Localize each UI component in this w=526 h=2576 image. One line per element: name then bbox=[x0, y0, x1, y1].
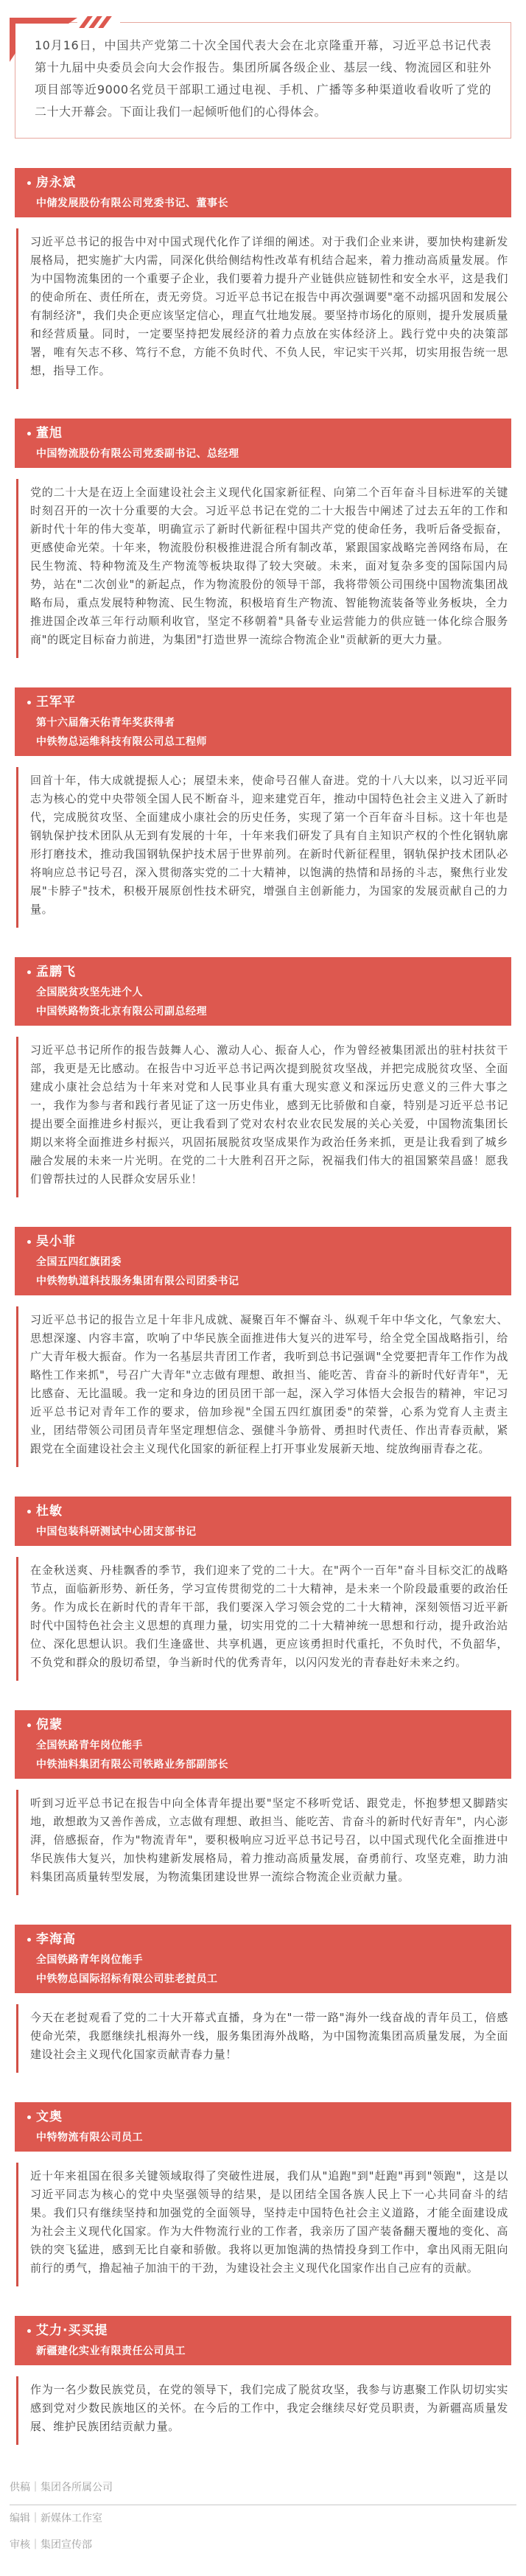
person-title: 新疆建化实业有限责任公司员工 bbox=[36, 2345, 186, 2357]
person-quote: 习近平总书记的报告立足十年非凡成就、凝聚百年不懈奋斗、纵观千年中华文化，气象宏大、思想深邃、内容丰富，吹响了中华民族全面推进伟大复兴的进军号，给全党全国战略指引，给广大青年极大振奋。作为一名基层共青团工作者，我听到总书记强调"全党要把青年工作作为战略性工作来抓"，号召广大青年"立志做有理想、敢担当、能吃苦、肯奋斗的新时代好青年"，无比感奋、无比温暖。我一定和身边的团员团干部一起，深入学习体悟大会报告的精神，牢记习近平总书记对青年工作的要求，倍加珍视"全国五四红旗团委"的荣誉，心系为党育人主责主业，团结带领公司团员青年坚定理想信念、强健斗争筋骨、勇担时代责任、作出青春贡献，紧跟党在全面建设社会主义现代化国家的新征程上打开事业发展新天地、绽放绚丽青春之花。 bbox=[30, 1313, 508, 1455]
person-quote-block bbox=[16, 479, 511, 658]
person-title: 中国包装科研测试中心团支部书记 bbox=[36, 1526, 197, 1538]
person-header bbox=[15, 1497, 511, 1546]
person-quote: 近十年来祖国在很多关键领域取得了突破性进展，我们从"追跑"到"赶跑"再到"领跑"，这是以习近平同志为核心的党中央坚强领导的结果，是以团结全国各族人民上下一心共同奋斗的结果。我们只有继续坚持和加强党的全面领导，坚持走中国特色社会主义道路，才能全面建设成为社会主义现代化国家。作为大件物流行业的工作者，我亲历了国产装备翻天覆地的变化、高铁的突飞猛进，感到无比自豪和骄傲。我将以更加饱满的热情投身到工作中，拿出风雨无阻向前行的勇气，撸起袖子加油干的干劲，为建设社会主义现代化国家作出自己应有的贡献。 bbox=[30, 2169, 508, 2275]
person-title: 全国脱贫攻坚先进个人 bbox=[36, 987, 143, 998]
bullet-dot-icon bbox=[27, 2115, 31, 2119]
person-titles bbox=[36, 1739, 499, 1771]
person-quote-block bbox=[16, 767, 511, 928]
person-header bbox=[15, 1227, 511, 1295]
bullet-dot-icon bbox=[27, 2329, 31, 2333]
person-quote-block bbox=[16, 1790, 511, 1895]
person-quote: 今天在老挝观看了党的二十大开幕式直播，身为在"一带一路"海外一线奋战的青年员工，倍感使命光荣，我愿继续扎根海外一线，服务集团海外战略，为中国物流集团高质量发展，为全面建设社会主义现代化国家贡献青春力量！ bbox=[30, 2011, 508, 2061]
person-quote-block bbox=[16, 2376, 511, 2445]
person-quote: 习近平总书记所作的报告鼓舞人心、激动人心、振奋人心，作为曾经被集团派出的驻村扶贫干部，我更是无比感动。在报告中习近平总书记两次提到脱贫攻坚战，并把完成脱贫攻坚、全面建成小康社会总结为十年来对党和人民事业具有重大现实意义和深远历史意义的三件大事之一，我作为参与者和践行者见证了这一历史伟业，感到无比骄傲和自豪，特别是习近平总书记提出要全面推进乡村振兴，更让我看到了党对农村农业农民发展的关心关爱，中国物流集团长期以来将全面推进乡村振兴，巩固拓展脱贫攻坚成果作为政治任务来抓，更是让我看到了城乡融合发展的未来一片光明。在党的二十大胜利召开之际，祝福我们伟大的祖国繁荣昌盛！愿我们曾帮扶过的人民群众安居乐业！ bbox=[30, 1043, 508, 1186]
person-titles bbox=[36, 1525, 499, 1539]
bullet-dot-icon bbox=[27, 1938, 31, 1942]
footer-credits bbox=[10, 2474, 516, 2558]
person-title: 中国铁路物资北京有限公司副总经理 bbox=[36, 1006, 207, 1018]
person-header bbox=[15, 419, 511, 468]
person-name: 董旭 bbox=[36, 425, 499, 441]
triple-slash-icon bbox=[83, 16, 108, 28]
person-quote: 党的二十大是在迈上全面建设社会主义现代化国家新征程、向第二个百年奋斗目标进军的关键时刻召开的一次十分重要的大会。习近平总书记在党的二十大报告中阐述了过去五年的工作和新时代十年的伟大变革，明确宣示了新时代新征程中国共产党的使命任务，我听后备受振奋，更感使命光荣。十年来，物流股份积极推进混合所有制改革，紧跟国家战略完善网络布局，在民生物流、特种物流及生产物流等板块取得了较大突破。未来，面对复杂多变的国际国内局势，站在"二次创业"的新起点，作为物流股份的领导干部，我将带领公司围绕中国物流集团战略布局，重点发展特种物流、民生物流，积极培育生产物流、智能物流装备等业务板块，全力推进国企改革三年行动顺利收官，坚定不移朝着"具备专业运营能力的供应链一体化综合服务商"的既定目标奋力前进，为集团"打造世界一流综合物流企业"贡献新的更大力量。 bbox=[30, 486, 508, 646]
person-name: 杜敏 bbox=[36, 1503, 499, 1519]
person-title: 中铁物轨道科技服务集团有限公司团委书记 bbox=[36, 1275, 239, 1287]
person-title: 中国物流股份有限公司党委副书记、总经理 bbox=[36, 448, 239, 460]
person-quote: 作为一名少数民族党员，在党的领导下，我们完成了脱贫攻坚，我参与访惠聚工作队切切实实感到党对少数民族地区的关怀。在今后的工作中，我定会继续尽好党员职责，为新疆高质量发展、维护民族团结贡献力量。 bbox=[30, 2383, 508, 2433]
person-header bbox=[15, 1925, 511, 1993]
person-titles bbox=[36, 716, 499, 749]
corner-bracket-icon bbox=[10, 18, 15, 62]
person-quote-block bbox=[16, 1306, 511, 1467]
person-titles bbox=[36, 2131, 499, 2144]
intro-text: 10月16日，中国共产党第二十次全国代表大会在北京隆重开幕，习近平总书记代表第十九届中央委员会向大会作报告。集团所属各级企业、基层一线、物流园区和驻外项目部等近9000名党员干部职工通过电视、手机、广播等多种渠道收看收听了党的二十大开幕会。下面让我们一起倾听他们的心得体会。 bbox=[35, 38, 491, 119]
person-quote: 听到习近平总书记在报告中向全体青年提出要"坚定不移听党话、跟党走，怀抱梦想又脚踏实地，敢想敢为又善作善成，立志做有理想、敢担当、能吃苦、肯奋斗的新时代好青年"，内心澎湃，倍感振奋，作为"物流青年"，要积极响应习近平总书记号召，以中国式现代化全面推进中华民族伟大复兴，加快构建新发展格局，着力推动高质量发展，奋勇前行、攻坚克难，助力油料集团高质量转型发展，为物流集团建设世界一流综合物流企业贡献力量。 bbox=[30, 1796, 508, 1883]
person-name: 倪蒙 bbox=[36, 1717, 499, 1733]
person-titles bbox=[36, 986, 499, 1018]
person-quote: 习近平总书记的报告中对中国式现代化作了详细的阐述。对于我们企业来讲，要加快构建新发展格局，把实施扩大内需，同深化供给侧结构性改革有机结合起来，着力推动高质量发展。作为中国物流集团的一个重要子企业，我们要着力提升产业链供应链韧性和安全水平，这是我们的使命所在、责任所在，责无旁贷。习近平总书记在报告中再次强调要"毫不动摇巩固和发展公有制经济"，我们央企更应该坚定信心，理直气壮地发展。要坚持市场化的原则，提升发展质量和经营质量。同时，一定要坚持把发展经济的着力点放在实体经济上。践行党中央的决策部署，唯有矢志不移、笃行不怠，方能不负时代、不负人民，牢记实干兴邦，切实用报告统一思想，指导工作。 bbox=[30, 235, 508, 377]
person-header bbox=[15, 2316, 511, 2365]
footer-credit-row: 审核｜集团宣传部 bbox=[10, 2539, 92, 2551]
people-list bbox=[15, 168, 511, 2445]
person-titles bbox=[36, 1953, 499, 1986]
person-title: 中铁物总国际招标有限公司驻老挝员工 bbox=[36, 1973, 218, 1985]
person-title: 中铁油料集团有限公司铁路业务部副部长 bbox=[36, 1759, 228, 1771]
person-titles bbox=[36, 197, 499, 210]
bullet-dot-icon bbox=[27, 1723, 31, 1727]
person-section bbox=[15, 1925, 511, 2073]
person-section bbox=[15, 957, 511, 1197]
bullet-dot-icon bbox=[27, 970, 31, 974]
person-title: 中特物流有限公司员工 bbox=[36, 2132, 143, 2143]
person-section bbox=[15, 168, 511, 389]
person-quote-block bbox=[16, 2163, 511, 2286]
person-title: 第十六届詹天佑青年奖获得者 bbox=[36, 717, 175, 729]
person-quote-block bbox=[16, 1037, 511, 1197]
person-title: 中铁物总运维科技有限公司总工程师 bbox=[36, 736, 207, 748]
person-quote: 在金秋送爽、丹桂飘香的季节，我们迎来了党的二十大。在"两个一百年"奋斗目标交汇的战略节点，面临新形势、新任务，学习宣传贯彻党的二十大精神，是未来一个阶段最重要的政治任务。作为成长在新时代的青年干部，我们要深入学习领会党的二十大精神，深刻领悟习近平新时代中国特色社会主义思想的真理力量，切实用党的二十大精神统一思想和行动，提升政治站位、深化思想认识。我们生逢盛世、共享机遇，更应该勇担时代重托，不负时代，不负韶华，不负党和群众的殷切希望，争当新时代的优秀青年，以闪闪发光的青春赴好未来之约。 bbox=[30, 1564, 508, 1669]
footer-credit-row: 供稿｜集团各所属公司 bbox=[10, 2474, 516, 2505]
person-name: 文奥 bbox=[36, 2109, 499, 2125]
person-name: 李海高 bbox=[36, 1931, 499, 1947]
intro-card bbox=[15, 22, 511, 139]
person-titles bbox=[36, 2345, 499, 2358]
person-name: 孟鹏飞 bbox=[36, 964, 499, 980]
person-header bbox=[15, 687, 511, 756]
person-header bbox=[15, 2102, 511, 2152]
person-quote-block bbox=[16, 228, 511, 389]
person-section bbox=[15, 2316, 511, 2445]
footer-credit-row: 编辑｜新媒体工作室 bbox=[10, 2513, 102, 2524]
person-title: 全国五四红旗团委 bbox=[36, 1256, 122, 1268]
bullet-dot-icon bbox=[27, 432, 31, 435]
person-titles bbox=[36, 447, 499, 461]
person-section bbox=[15, 1497, 511, 1681]
corner-bracket-icon bbox=[10, 18, 77, 24]
person-section bbox=[15, 1710, 511, 1895]
person-titles bbox=[36, 1256, 499, 1288]
bullet-dot-icon bbox=[27, 1240, 31, 1244]
person-quote: 回首十年，伟大成就提振人心；展望未来，使命号召催人奋进。党的十八大以来，以习近平同志为核心的党中央带领全国人民不断奋斗，迎来建党百年，推动中国特色社会主义进入了新时代，完成脱贫攻坚、全面建成小康社会的历史任务，实现了第一个百年奋斗目标。这十年也是钢轨保护技术团队从无到有发展的十年，十年来我们研发了具有自主知识产权的个性化钢轨廓形打磨技术，推动我国钢轨保护技术居于世界前列。在新时代新征程里，钢轨保护技术团队必将响应总书记号召，深入贯彻落实党的二十大精神，以饱满的热情和昂扬的斗志，聚焦行业发展"卡脖子"技术，积极开展原创性技术研究，增强自主创新能力，为国家的发展贡献自己的力量。 bbox=[30, 774, 508, 916]
bullet-dot-icon bbox=[27, 701, 31, 704]
person-header bbox=[15, 1710, 511, 1779]
article-content bbox=[0, 22, 526, 2445]
person-quote-block bbox=[16, 2004, 511, 2073]
person-section bbox=[15, 419, 511, 658]
person-title: 全国铁路青年岗位能手 bbox=[36, 1740, 143, 1751]
person-header bbox=[15, 168, 511, 217]
person-section bbox=[15, 1227, 511, 1467]
bullet-dot-icon bbox=[27, 1510, 31, 1513]
person-title: 中储发展股份有限公司党委书记、董事长 bbox=[36, 197, 228, 209]
person-name: 艾力·买买提 bbox=[36, 2323, 499, 2339]
article-page bbox=[0, 22, 526, 2576]
person-section bbox=[15, 2102, 511, 2286]
bullet-dot-icon bbox=[27, 181, 31, 185]
person-header bbox=[15, 957, 511, 1026]
person-name: 房永斌 bbox=[36, 175, 499, 191]
person-title: 全国铁路青年岗位能手 bbox=[36, 1954, 143, 1966]
person-name: 吴小菲 bbox=[36, 1233, 499, 1250]
person-section bbox=[15, 687, 511, 928]
person-quote-block bbox=[16, 1557, 511, 1681]
person-name: 王军平 bbox=[36, 694, 499, 710]
